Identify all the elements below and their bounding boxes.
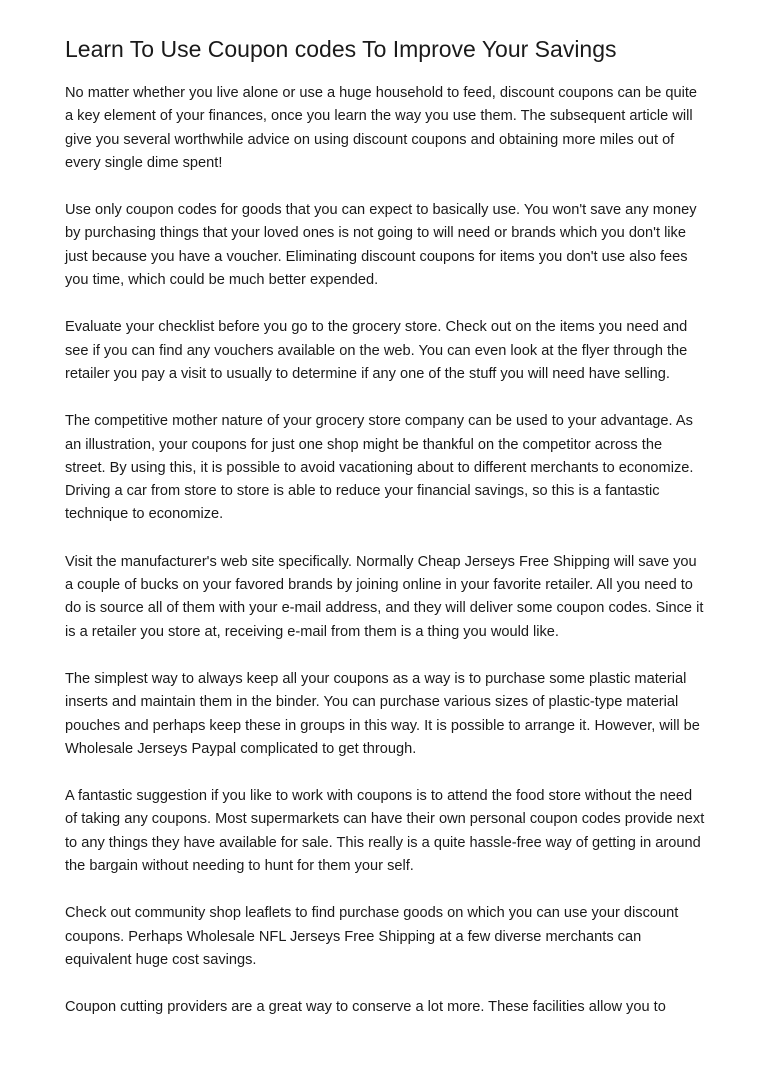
paragraph-4: The competitive mother nature of your grocery store company can be used to your advantage. As an illustration, your coupons for just one shop might be thankful on the competitor across the street. By using this, it is possible to avoid vacationing about to different merchants to economize. Driving a car from store to store is able to reduce your financial savings, so this is a fantastic technique to economize. [65,413,694,523]
paragraph-2: Use only coupon codes for goods that you can expect to basically use. You won't save any money by purchasing things that your loved ones is not going to will need or brands which you don't like just because you have a voucher. Eliminating discount coupons for items you don't use also fees you time, which could be much better expended. [65,202,697,289]
paragraph-6: The simplest way to always keep all your coupons as a way is to purchase some plastic material inserts and maintain them in the binder. You can purchase various sizes of plastic-type material pouches and perhaps keep these in groups in this way. It is possible to arrange it. However, will be Wholesale Jerseys Paypal complicated to get through. [65,670,700,757]
paragraph-9: Coupon cutting providers are a great way to conserve a lot more. These facilities allow you to [65,999,666,1016]
document-page [65,34,705,1020]
paragraph-7: A fantastic suggestion if you like to work with coupons is to attend the food store without the need of taking any coupons. Most supermarkets can have their own personal coupon codes provide next to any things they have available for sale. This really is a quite hassle-free way of getting in around the bargain without needing to hunt for them your self. [65,788,705,875]
paragraph-8: Check out community shop leaflets to find purchase goods on which you can use your discount coupons. Perhaps Wholesale NFL Jerseys Free Shipping at a few diverse merchants can equivalent huge cost savings. [65,905,679,968]
paragraph-1: No matter whether you live alone or use a huge household to feed, discount coupons can be quite a key element of your finances, once you learn the way you use them. The subsequent article will give you several worthwhile advice on using discount coupons and obtaining more miles out of every single dime spent! [65,85,698,171]
paragraph-5: Visit the manufacturer's web site specifically. Normally Cheap Jerseys Free Shipping will save you a couple of bucks on your favored brands by joining online in your favorite retailer. All you need to do is source all of them with your e-mail address, and they will deliver some coupon codes. Since it is a retailer you store at, receiving e-mail from them is a thing you would like. [65,553,704,640]
document-title: Learn To Use Coupon codes To Improve Your Savings [65,36,617,62]
paragraph-3: Evaluate your checklist before you go to the grocery store. Check out on the items you need and see if you can find any vouchers available on the web. You can even look at the flyer through the retailer you pay a visit to usually to determine if any one of the stuff you will need have selling. [65,319,688,382]
